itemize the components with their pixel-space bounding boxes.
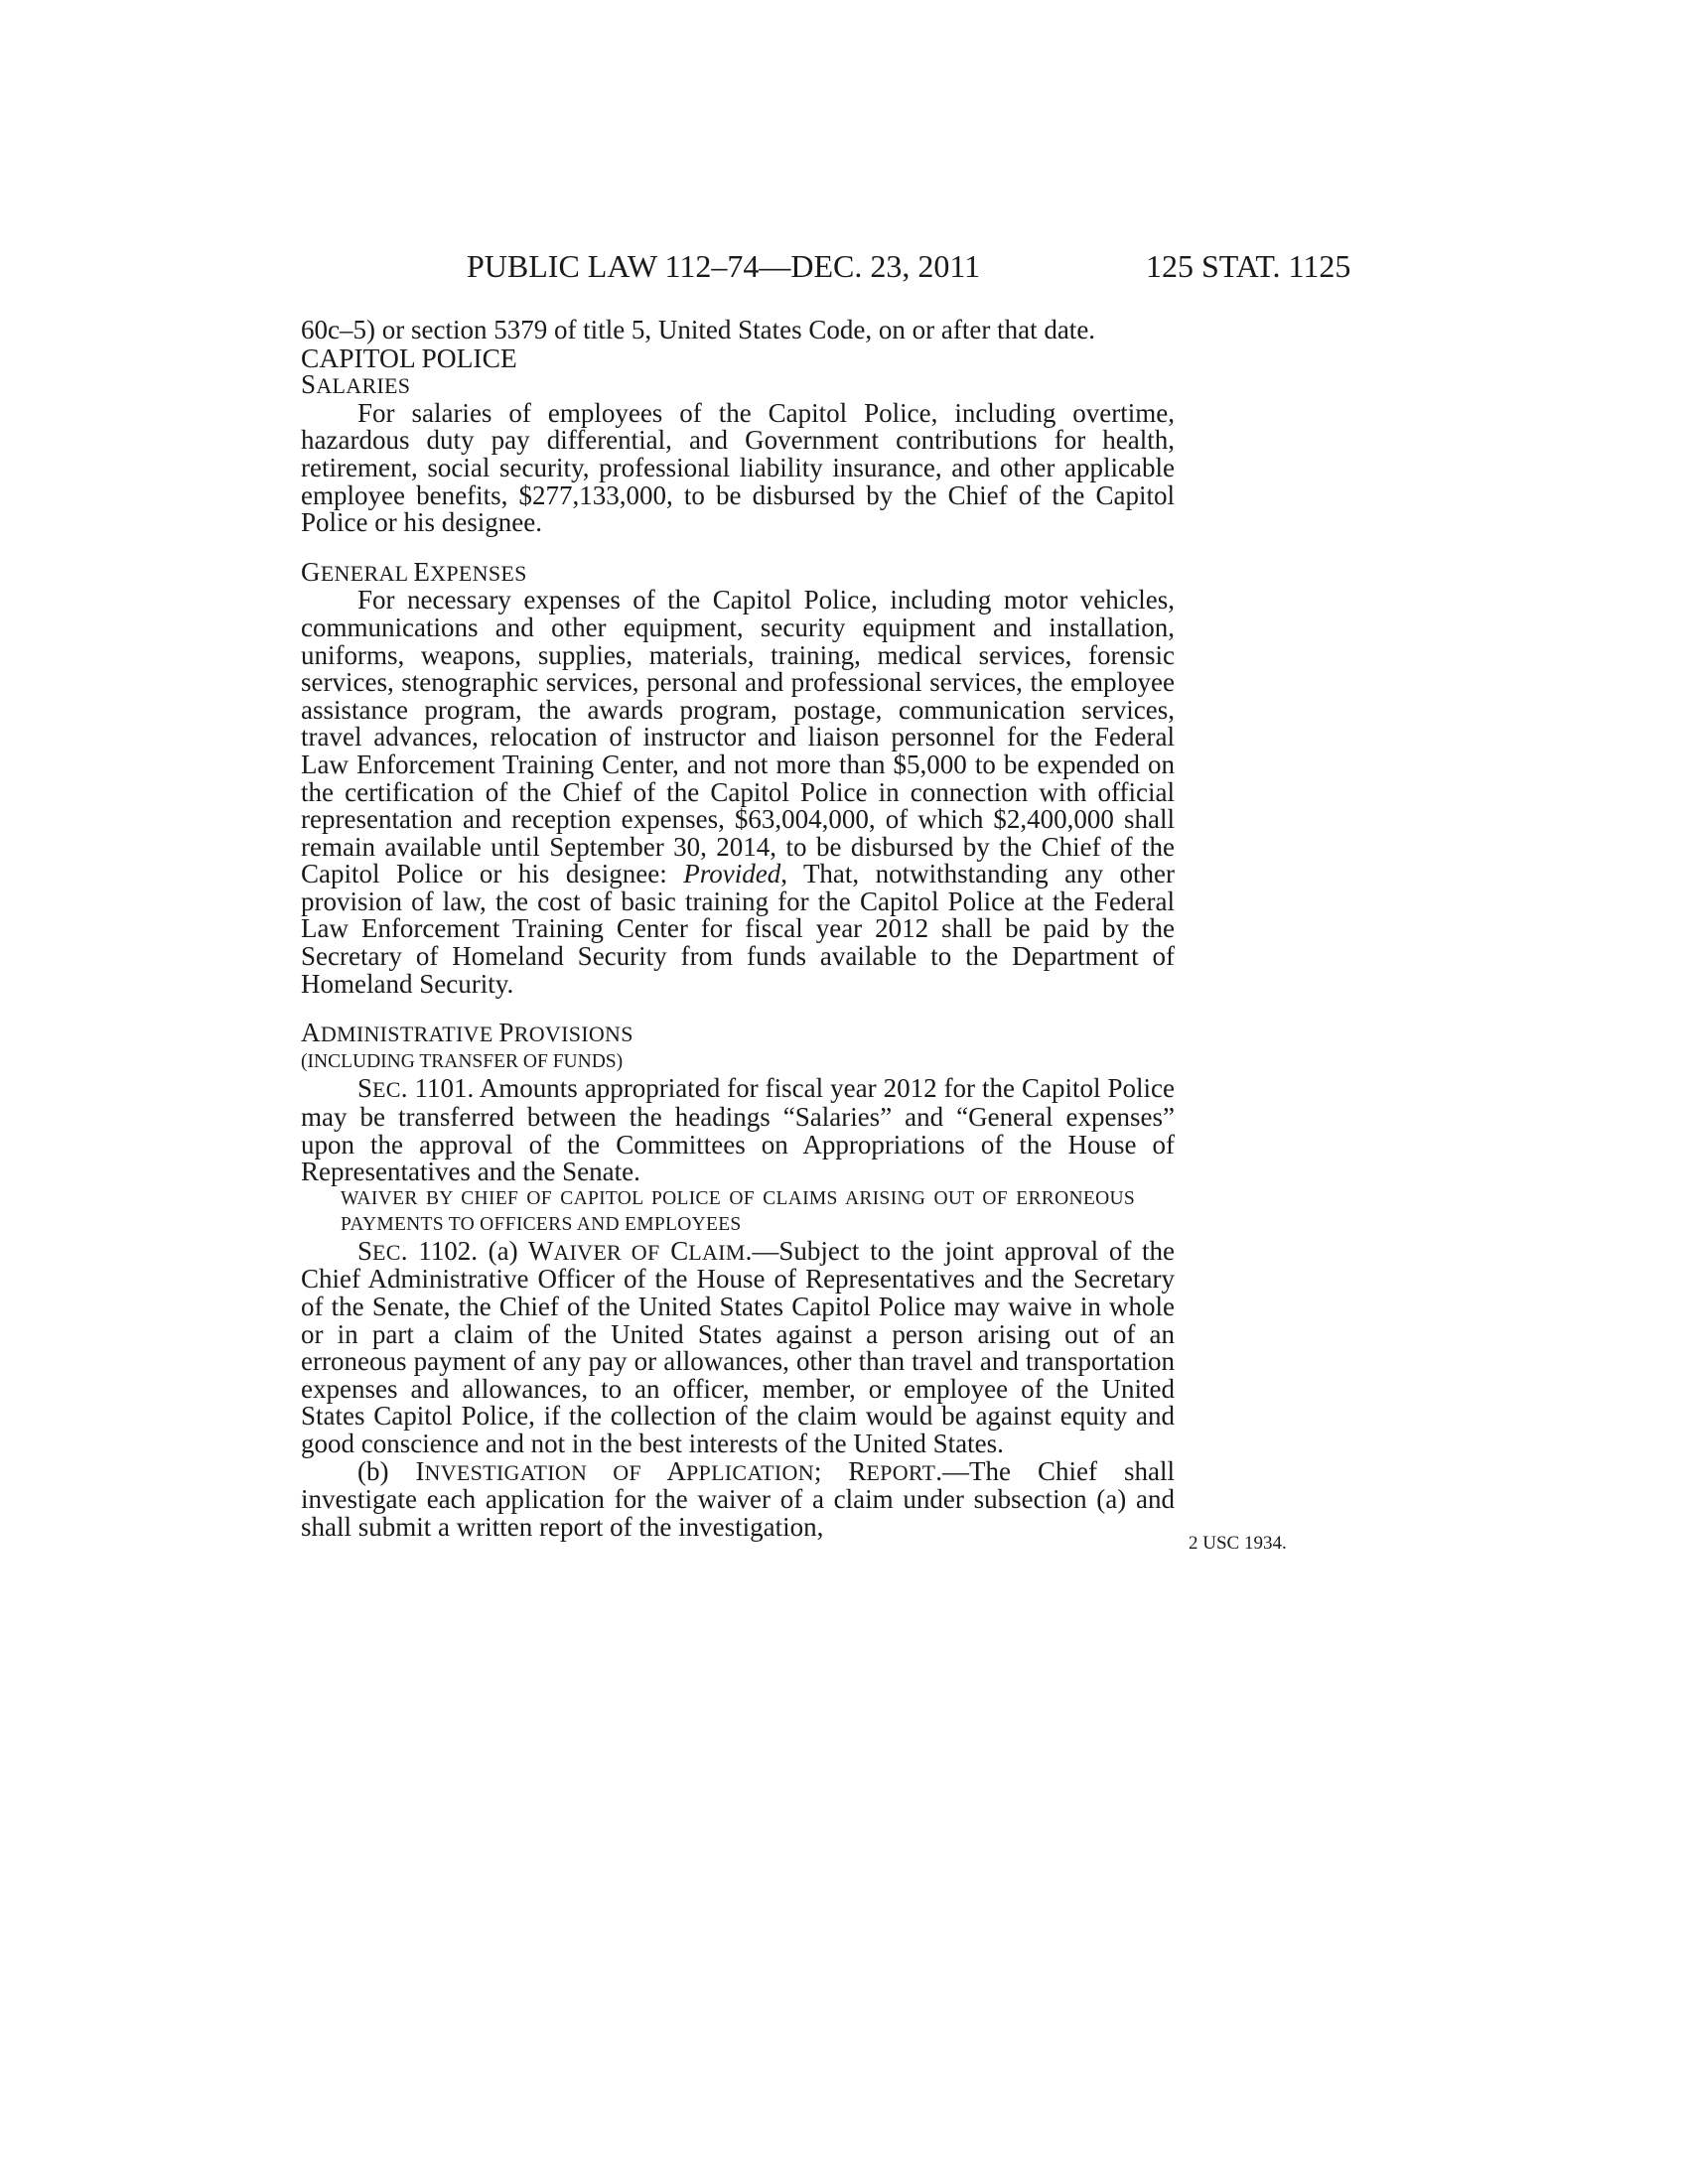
salaries-heading xyxy=(301,371,1175,400)
sec-1102-b-paragraph xyxy=(301,1455,1175,1542)
admin-provisions-heading xyxy=(301,1020,1175,1048)
public-law-title: PUBLIC LAW 112–74—DEC. 23, 2011 xyxy=(467,248,981,284)
b-title-eport: EPORT xyxy=(866,1459,936,1485)
sec-1101-paragraph xyxy=(301,1075,1175,1185)
ge-initial-2: E xyxy=(413,556,431,587)
continuation-paragraph: 60c–5) or section 5379 of title 5, United States Code, on or after that date. xyxy=(301,315,1096,344)
ap-initial-1: A xyxy=(301,1018,321,1048)
b-title-i: I xyxy=(415,1455,425,1486)
statute-citation: 125 STAT. 1125 xyxy=(1146,248,1351,284)
b-title-pplication: PPLICATION xyxy=(686,1459,814,1485)
transfer-of-funds-subheading: (INCLUDING TRANSFER OF FUNDS) xyxy=(301,1050,624,1072)
salaries-heading-rest: ALARIES xyxy=(316,373,411,399)
ap-initial-2: P xyxy=(498,1018,514,1048)
ge-text-before: For necessary expenses of the Capitol Police, including motor vehicles, communications and other equipment, security equipment and installation, uniforms, weapons, supplies, materials, training, medical services, forensic services, stenographic services, personal and professional services, the employee assistance program, the awards program, postage, communication services, travel advances, relocation of instructor and liaison personnel for the Federal Law Enforcement Training Center, and not more than $5,000 to be expended on the certification of the Chief of the Capitol Police in connection with official representation and reception expenses, $63,004,000, of which $2,400,000 shall remain available until September 30, 2014, to be disbursed by the Chief of the Capitol Police or his designee: xyxy=(301,585,1175,889)
sec-1102-a-paragraph xyxy=(301,1235,1175,1458)
usc-sidenote: 2 USC 1934. xyxy=(1189,1533,1287,1554)
page-header xyxy=(0,246,1688,286)
b-title-nvestigation: NVESTIGATION OF xyxy=(424,1459,641,1485)
ge-rest-1: ENERAL xyxy=(320,560,408,586)
sec-1101-ec: EC xyxy=(372,1077,401,1103)
waiver-title-c: C xyxy=(670,1235,689,1266)
capitol-police-heading: CAPITOL POLICE xyxy=(301,341,517,373)
sec-1101-num: . 1101. xyxy=(400,1073,475,1104)
waiver-a-text: .—Subject to the joint approval of the Chief Administrative Officer of the House of Representatives and the Secretary of the Senate, the Chief of the United States Capitol Police may waive in whole or in part a claim of the United States against a person arising out of an erroneous payment of any pay or allowances, other than travel and transportation expenses and allowances, to an officer, member, or employee of the United States Capitol Police, if the collection of the claim would be against equity and good conscience and not in the best interests of the United States. xyxy=(301,1235,1175,1458)
ge-initial-1: G xyxy=(301,556,321,587)
b-title-a: A xyxy=(666,1455,686,1486)
sec-1102-s: S xyxy=(357,1235,373,1266)
sec-1101-s: S xyxy=(357,1073,373,1104)
ap-rest-2: ROVISIONS xyxy=(513,1022,633,1047)
ge-text-after: , That, notwithstanding any other provision of law, the cost of basic training for the Capitol Police at the Federal Law Enforcement Training Center for fiscal year 2012 shall be paid by the Secretary of Homeland Security from funds available to the Department of Homeland Security. xyxy=(301,859,1175,999)
salaries-heading-initial: S xyxy=(301,369,317,400)
ap-rest-1: DMINISTRATIVE xyxy=(320,1022,493,1047)
sec-1102-num: . 1102. (a) xyxy=(400,1235,528,1266)
sec-1101-text: Amounts appropriated for fiscal year 2012 for the Capitol Police may be transferred between the headings “Salaries” and “General expenses” upon the approval of the Committees on Appropriations of the House of Representatives and the Senate. xyxy=(301,1073,1175,1187)
waiver-title-w: W xyxy=(527,1235,554,1266)
waiver-title-aiver: AIVER OF xyxy=(553,1239,660,1265)
ge-rest-2: XPENSES xyxy=(430,560,527,586)
salaries-paragraph: For salaries of employees of the Capitol Police, including overtime, hazardous duty pay differential, and Government contributions for health, retirement, social security, professional liability insurance, and other applicable employee benefits, $277,133,000, to be disbursed by the Chief of the Capitol Police or his designee. xyxy=(301,397,1175,538)
waiver-b-text: .—The Chief shall investigate each application for the waiver of a claim under subsection (a) and shall submit a written report of the investigation, xyxy=(301,1455,1175,1542)
general-expenses-heading xyxy=(301,556,1175,588)
waiver-heading: WAIVER BY CHIEF OF CAPITOL POLICE OF CLAIMS ARISING OUT OF ERRONEOUS PAYMENTS TO OFFICERS AND EMPLOYEES xyxy=(341,1187,1135,1235)
waiver-title-laim: LAIM xyxy=(688,1239,746,1265)
b-title-r: ; R xyxy=(813,1455,867,1486)
ge-provided: Provided xyxy=(683,859,781,889)
document-body xyxy=(301,317,1175,1541)
general-expenses-paragraph xyxy=(301,587,1175,998)
b-label: (b) xyxy=(357,1455,416,1486)
sec-1102-ec: EC xyxy=(372,1239,401,1265)
